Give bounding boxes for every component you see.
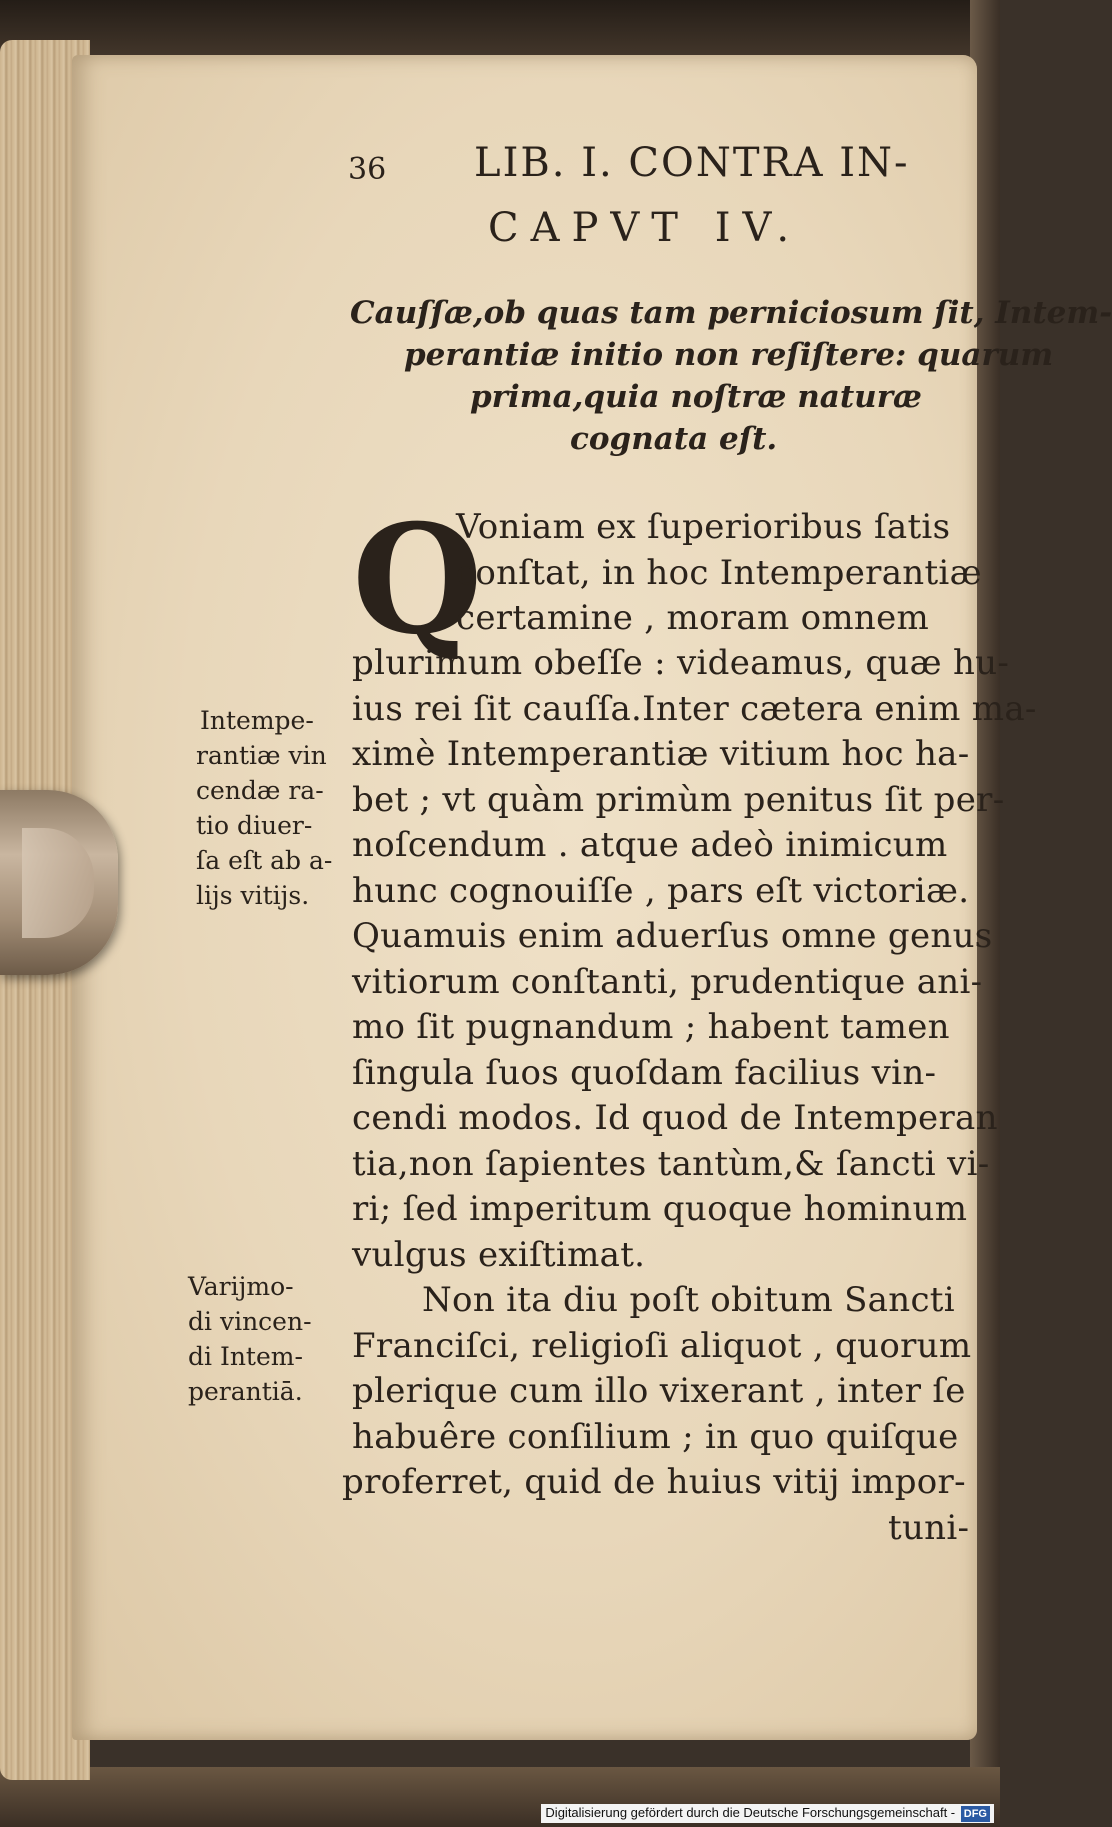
body-line: tia,non ſapientes tantùm,& ſancti vi- xyxy=(352,1144,990,1184)
body-line: mo ſit pugnandum ; habent tamen xyxy=(352,1007,950,1047)
body-line: proferret, quid de huius vitij impor- xyxy=(342,1462,966,1502)
body-line: Franciſci, religioſi aliquot , quorum xyxy=(352,1326,972,1366)
body-line: ius rei ſit cauſſa.Inter cætera enim ma- xyxy=(352,689,1037,729)
body-line: plerique cum illo vixerant , inter ſe xyxy=(352,1371,966,1411)
summary-line: Cauſſæ,ob quas tam perniciosum ſit, Intem- xyxy=(350,295,1112,331)
body-line: ſingula ſuos quoſdam facilius vin- xyxy=(352,1053,937,1093)
body-line: ximè Intemperantiæ vitium hoc ha- xyxy=(352,734,970,774)
body-line: certamine , moram omnem xyxy=(456,598,930,638)
body-line: noſcendum . atque adeò inimicum xyxy=(352,825,948,865)
summary-line: perantiæ initio non reſiſtere: quarum xyxy=(404,337,1054,373)
drop-cap: Q xyxy=(352,492,483,668)
summary-line: cognata eſt. xyxy=(570,421,778,457)
margin-note-line: di Intem- xyxy=(188,1342,303,1371)
running-title: LIB. I. CONTRA IN- xyxy=(474,140,910,186)
margin-note-line: perantiā. xyxy=(188,1377,303,1406)
margin-note-line: cendæ ra- xyxy=(196,776,324,805)
body-line: conſtat, in hoc Intemperantiæ xyxy=(456,553,982,593)
body-line: Voniam ex ſuperioribus ſatis xyxy=(456,507,951,547)
body-line: ri; ſed imperitum quoque hominum xyxy=(352,1189,968,1229)
page-number: 36 xyxy=(348,152,387,187)
margin-note-line: Varijmo- xyxy=(188,1272,294,1301)
body-line: vulgus exiſtimat. xyxy=(352,1235,646,1275)
body-line: cendi modos. Id quod de Intemperan xyxy=(352,1098,998,1138)
margin-note-line: tio diuer- xyxy=(196,811,313,840)
body-line: bet ; vt quàm primùm penitus ſit per- xyxy=(352,780,1005,820)
margin-note-line: lijs vitijs. xyxy=(196,881,310,910)
body-line: habuêre conſilium ; in quo quiſque xyxy=(352,1417,959,1457)
margin-note-line: Intempe- xyxy=(200,706,314,735)
body-line: Non ita diu poſt obitum Sancti xyxy=(422,1280,955,1320)
margin-note-line: rantiæ vin xyxy=(196,741,327,770)
summary-line: prima,quia noſtræ naturæ xyxy=(470,379,922,415)
dfg-logo: DFG xyxy=(961,1806,990,1822)
margin-note-line: ſa eſt ab a- xyxy=(196,846,333,875)
digitization-credit xyxy=(541,1804,994,1823)
credit-text: Digitalisierung gefördert durch die Deutsche Forschungsgemeinschaft - xyxy=(545,1805,956,1820)
margin-note-line: di vincen- xyxy=(188,1307,312,1336)
body-line: plurimum obeſſe : videamus, quæ hu- xyxy=(352,643,1010,683)
body-line: Quamuis enim aduerſus omne genus xyxy=(352,916,993,956)
chapter-heading: CAPVT IV. xyxy=(488,205,802,251)
body-line: vitiorum conſtanti, prudentique ani- xyxy=(352,962,983,1002)
body-line: tuni- xyxy=(888,1508,970,1548)
body-line: hunc cognouiſſe , pars eſt victoriæ. xyxy=(352,871,970,911)
